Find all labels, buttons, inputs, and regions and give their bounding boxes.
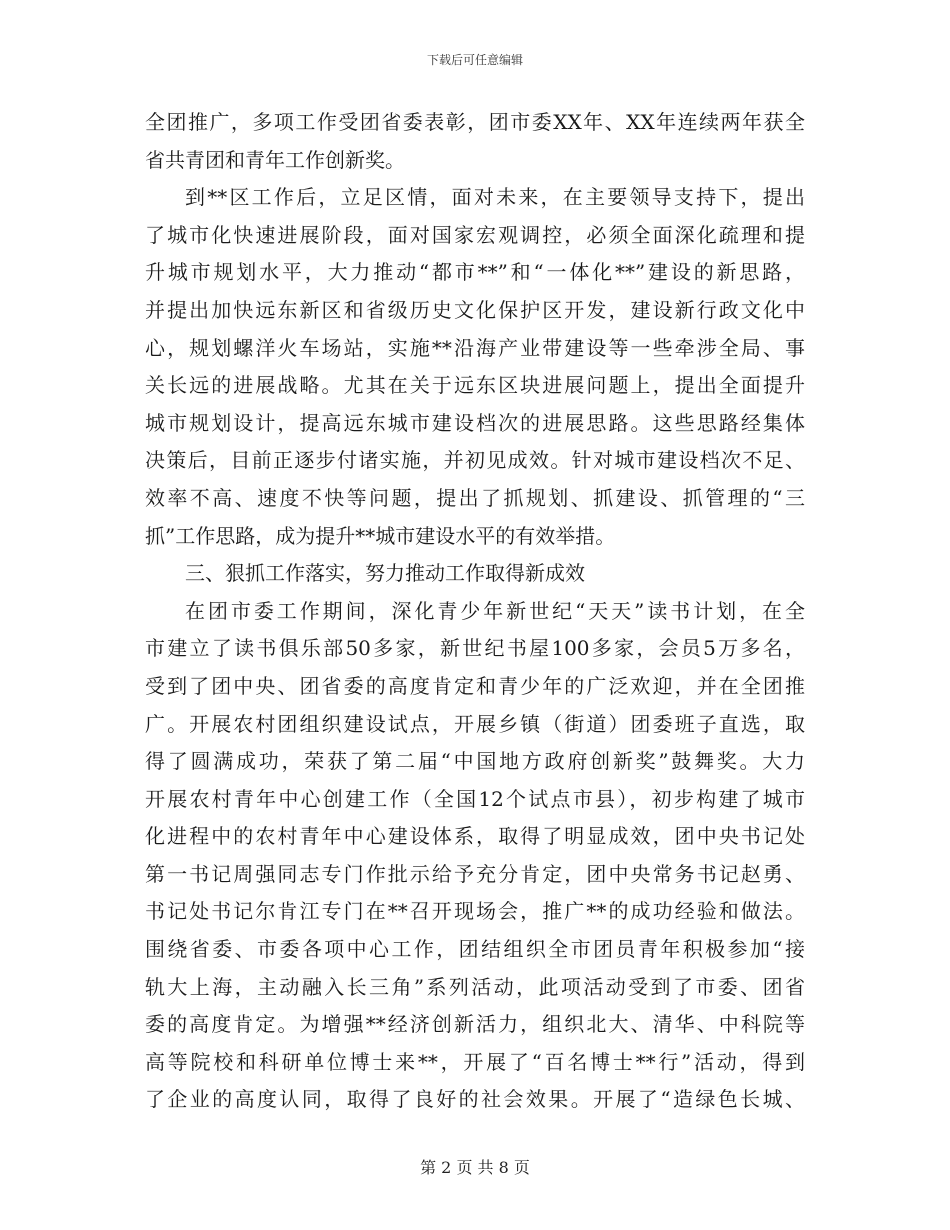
- text-line: 委的高度肯定。为增强**经济创新活力，组织北大、清华、中科院等: [145, 1012, 805, 1037]
- text-line: 并提出加快远东新区和省级历史文化保护区开发，建设新行政文化中: [145, 297, 805, 322]
- text-line: 轨大上海，主动融入长三角”系列活动，此项活动受到了市委、团省: [145, 974, 805, 999]
- text-line: 第一书记周强同志专门作批示给予充分肯定，团中央常务书记赵勇、: [145, 861, 805, 886]
- section-heading: 三、狠抓工作落实，努力推动工作取得新成效: [185, 561, 585, 586]
- page-number-footer: 第 2 页 共 8 页: [420, 1158, 530, 1177]
- text-line: 决策后，目前正逐步付诸实施，并初见成效。针对城市建设档次不足、: [145, 448, 805, 473]
- text-line: 化进程中的农村青年中心建设体系，取得了明显成效，团中央书记处: [145, 824, 805, 849]
- text-line: 市建立了读书俱乐部50多家，新世纪书屋100多家，会员5万多名，: [145, 636, 805, 661]
- text-line: 在团市委工作期间，深化青少年新世纪“天天”读书计划，在全: [185, 598, 805, 623]
- text-line: 广。开展农村团组织建设试点，开展乡镇（街道）团委班子直选，取: [145, 711, 805, 736]
- text-line: 到**区工作后，立足区情，面对未来，在主要领导支持下，提出: [185, 185, 805, 210]
- text-line: 城市规划设计，提高远东城市建设档次的进展思路。这些思路经集体: [145, 410, 805, 435]
- text-line: 关长远的进展战略。尤其在关于远东区块进展问题上，提出全面提升: [145, 373, 805, 398]
- text-line: 全团推广，多项工作受团省委表彰，团市委XX年、XX年连续两年获全: [145, 110, 805, 134]
- document-body: [145, 104, 805, 1119]
- text-line: 了企业的高度认同，取得了良好的社会效果。开展了“造绿色长城、: [145, 1087, 805, 1112]
- text-line: 得了圆满成功，荣获了第二届“中国地方政府创新奖”鼓舞奖。大力: [145, 749, 805, 774]
- text-line: 受到了团中央、团省委的高度肯定和青少年的广泛欢迎，并在全团推: [145, 673, 805, 698]
- text-line: 围绕省委、市委各项中心工作，团结组织全市团员青年积极参加“接: [145, 937, 805, 962]
- text-line: 书记处书记尔肯江专门在**召开现场会，推广**的成功经验和做法。: [145, 899, 805, 924]
- text-line: 高等院校和科研单位博士来**，开展了“百名博士**行”活动，得到: [145, 1049, 805, 1074]
- text-line: 心，规划螺洋火车场站，实施**沿海产业带建设等一些牵涉全局、事: [145, 335, 805, 360]
- text-line: 开展农村青年中心创建工作（全国12个试点市县），初步构建了城市: [145, 786, 805, 811]
- text-line: 省共青团和青年工作创新奖。: [145, 147, 405, 172]
- text-line: 升城市规划水平，大力推动“都市**”和“一体化**”建设的新思路，: [145, 260, 805, 285]
- text-line: 抓”工作思路，成为提升**城市建设水平的有效举措。: [145, 523, 616, 548]
- page-header-note: 下载后可任意编辑: [426, 53, 523, 67]
- text-line: 效率不高、速度不快等问题，提出了抓规划、抓建设、抓管理的“三: [145, 485, 805, 510]
- text-line: 了城市化快速进展阶段，面对国家宏观调控，必须全面深化疏理和提: [145, 222, 805, 247]
